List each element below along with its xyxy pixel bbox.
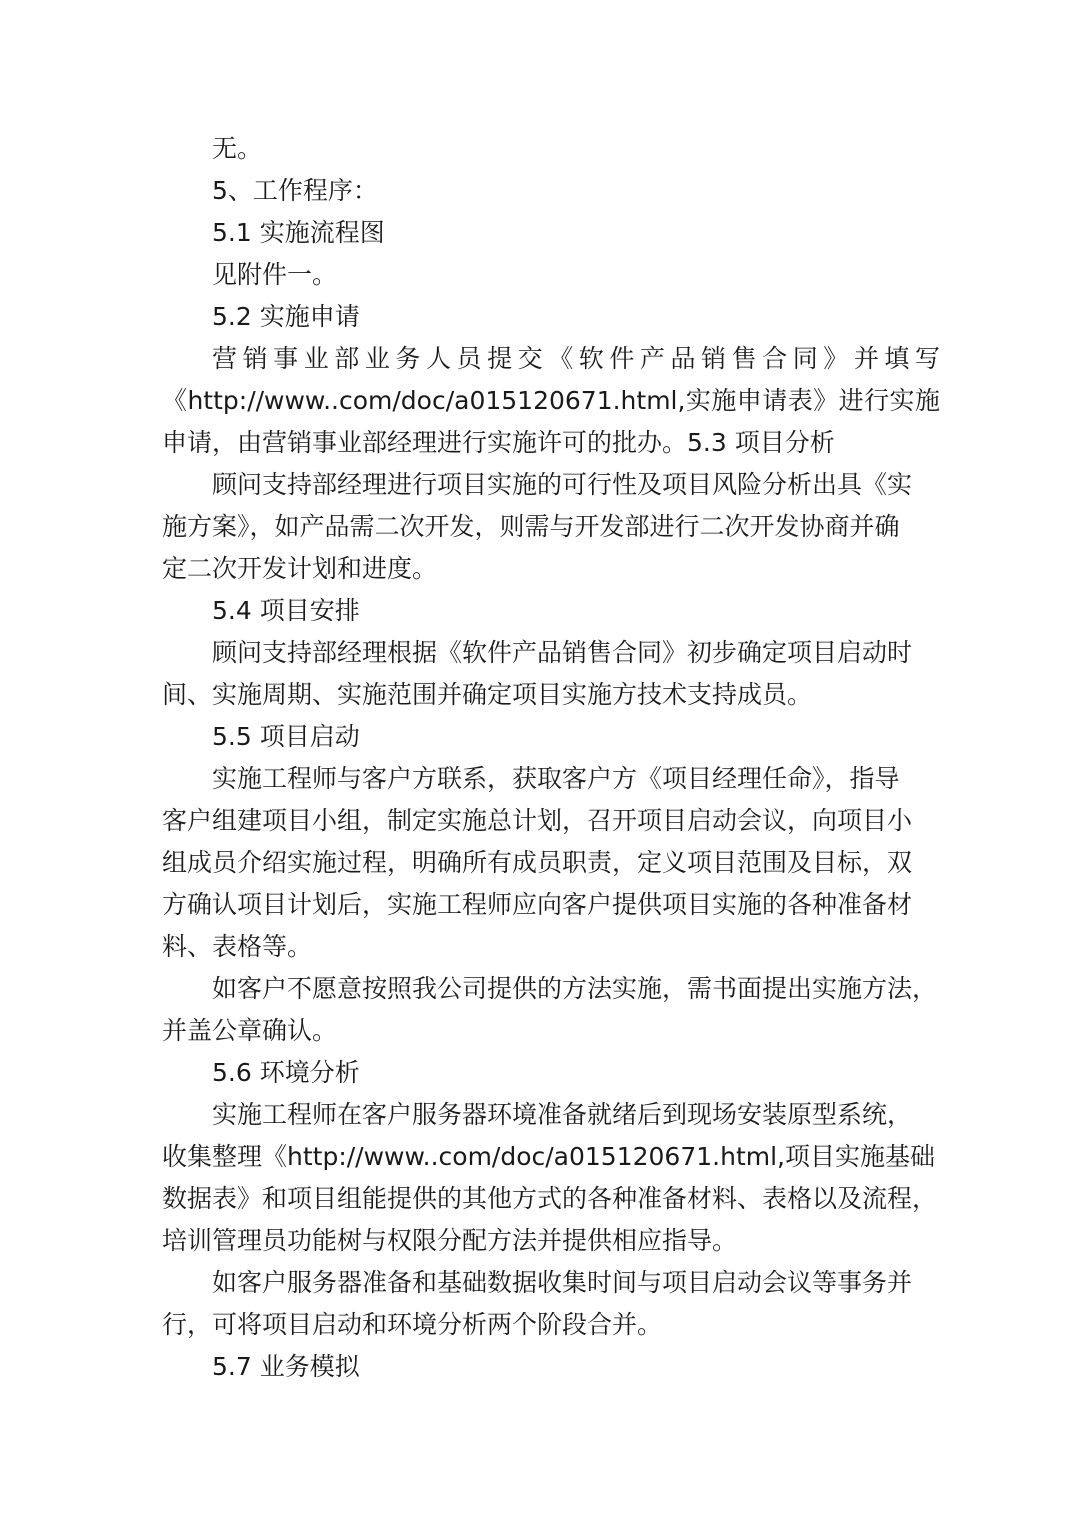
text-line: 营销事业部业务人员提交《软件产品销售合同》并填写: [212, 344, 940, 373]
text-line: 培训管理员功能树与权限分配方法并提供相应指导。: [162, 1226, 738, 1255]
text-line: 顾问支持部经理进行项目实施的可行性及项目风险分析出具《实: [212, 470, 913, 499]
text-line: 如客户不愿意按照我公司提供的方法实施，需书面提出实施方法，: [212, 974, 938, 1003]
text-line: 收集整理《http://www..com/doc/a015120671.html,项目实施基础: [162, 1142, 935, 1171]
text-line: 客户组建项目小组，制定实施总计划，召开项目启动会议，向项目小: [162, 806, 913, 835]
text-line: 《http://www..com/doc/a015120671.html,实施申请表》进行实施: [162, 386, 940, 415]
text-line: 申请，由营销事业部经理进行实施许可的批办。5.3 项目分析: [162, 428, 835, 457]
text-line: 组成员介绍实施过程，明确所有成员职责，定义项目范围及目标，双: [162, 848, 913, 877]
document-page: [162, 128, 940, 1388]
text-line: 施方案》，如产品需二次开发，则需与开发部进行二次开发协商并确: [162, 512, 900, 541]
section-heading: 5.6 环境分析: [212, 1058, 360, 1087]
text-line: 数据表》和项目组能提供的其他方式的各种准备材料、表格以及流程，: [162, 1184, 938, 1213]
text-line: 间、实施周期、实施范围并确定项目实施方技术支持成员。: [162, 680, 813, 709]
section-heading: 5.4 项目安排: [212, 596, 360, 625]
text-line: 定二次开发计划和进度。: [162, 554, 438, 583]
text-line: 见附件一。: [212, 260, 338, 289]
text-line: 无。: [212, 134, 263, 163]
text-line: 实施工程师与客户方联系，获取客户方《项目经理任命》，指导: [212, 764, 900, 793]
text-line: 实施工程师在客户服务器环境准备就绪后到现场安装原型系统，: [212, 1100, 913, 1129]
text-line: 并盖公章确认。: [162, 1016, 338, 1045]
text-line: 方确认项目计划后，实施工程师应向客户提供项目实施的各种准备材: [162, 890, 913, 919]
section-heading: 5.1 实施流程图: [212, 218, 385, 247]
text-line: 顾问支持部经理根据《软件产品销售合同》初步确定项目启动时: [212, 638, 913, 667]
section-heading: 5.2 实施申请: [212, 302, 360, 331]
text-line: 行，可将项目启动和环境分析两个阶段合并。: [162, 1310, 663, 1339]
section-heading: 5.7 业务模拟: [212, 1352, 360, 1381]
section-heading: 5、工作程序：: [212, 176, 378, 205]
text-line: 料、表格等。: [162, 932, 313, 961]
section-heading: 5.5 项目启动: [212, 722, 360, 751]
text-line: 如客户服务器准备和基础数据收集时间与项目启动会议等事务并: [212, 1268, 913, 1297]
